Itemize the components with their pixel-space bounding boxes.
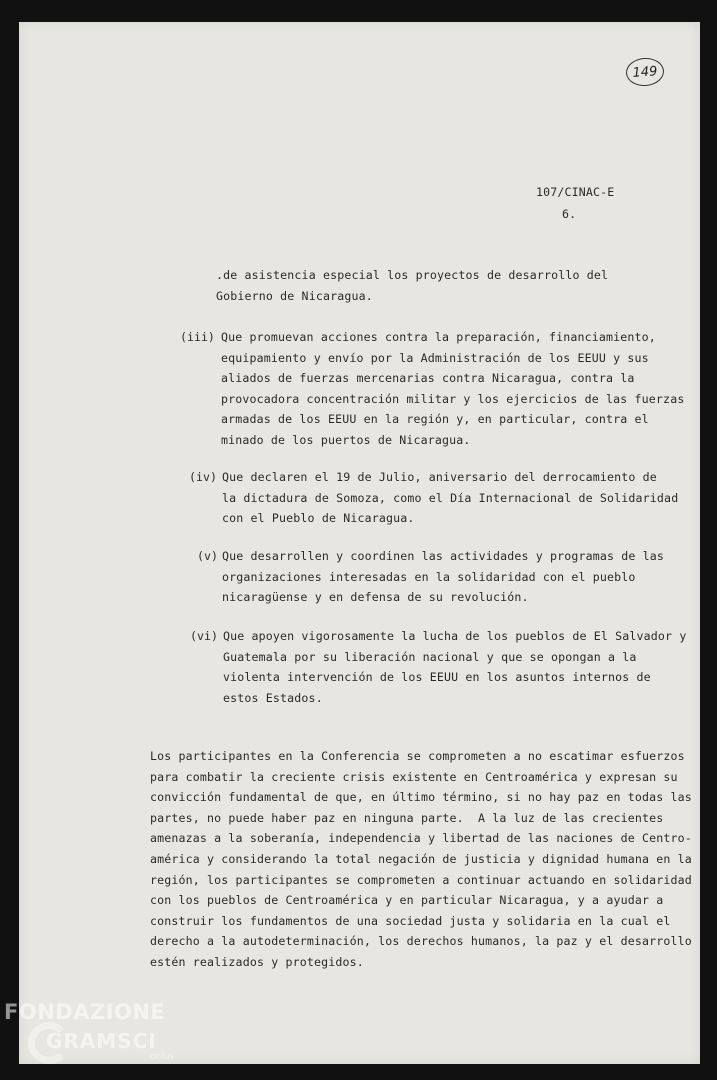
watermark-line2: GRAMSCI [46, 1029, 157, 1053]
item-label-iv: (iv) [189, 470, 217, 484]
item-text-iv: Que declaren el 19 de Julio, aniversario del derrocamiento de la dictadura de Somoza, como el Día Internacional de Solidaridad con el Pueblo de Nicaragua. [222, 470, 679, 526]
item-text-vi: Que apoyen vigorosamente la lucha de los pueblos de El Salvador y Guatemala por su liberación nacional y que se opongan a la violenta intervención de los EEUU en los asuntos internos de estos Estados. [223, 629, 687, 705]
archive-number: 149 [632, 63, 658, 81]
archive-number-stamp [625, 57, 665, 88]
item-text-iii: Que promuevan acciones contra la preparación, financiamiento, equipamiento y envío por la Administración de los EEUU y sus aliados de fuerzas mercenarias contra Nicaragua, contra la provocadora concentración militar y los ejercicios de las fuerzas armadas de los EEUU en la región y, en particular, contra el minado de los puertos de Nicaragua. [221, 330, 685, 447]
item-label-iii: (iii) [180, 330, 215, 344]
watermark-line1: FONDAZIONE [4, 1000, 166, 1024]
closing-paragraph: Los participantes en la Conferencia se comprometen a no escatimar esfuerzos para combatir la creciente crisis existente en Centroamérica y expresan su convicción fundamental de que, en último término, si no hay paz en todas las partes, no puede haber paz en ninguna parte. A la luz de las crecientes amenazas a la soberanía, independencia y libertad de las naciones de Centro- américa y considerando la total negación de justicia y dignidad humana en la región, los participantes se comprometen a continuar actuando en solidaridad con los pueblos de Centroamérica y en particular Nicaragua, y a ayudar a construir los fundamentos de una sociedad justa y solidaria en la cual el derecho a la autodeterminación, los derechos humanos, la paz y el desarrollo estén realizados y protegidos. [150, 749, 692, 969]
page-number: 6. [562, 207, 577, 221]
document-reference: 107/CINAC-E [536, 185, 615, 199]
item-text-v: Que desarrollen y coordinen las actividades y programas de las organizaciones interesadas en la solidaridad con el pueblo nicaragüense y en defensa de su revolución. [222, 549, 665, 605]
archive-watermark [4, 1000, 184, 1080]
watermark-line3: onlus [150, 1052, 175, 1062]
item-label-vi: (vi) [190, 629, 218, 643]
continuation-text: .de asistencia especial los proyectos de desarrollo del Gobierno de Nicaragua. [216, 268, 609, 303]
item-label-v: (v) [197, 549, 218, 563]
